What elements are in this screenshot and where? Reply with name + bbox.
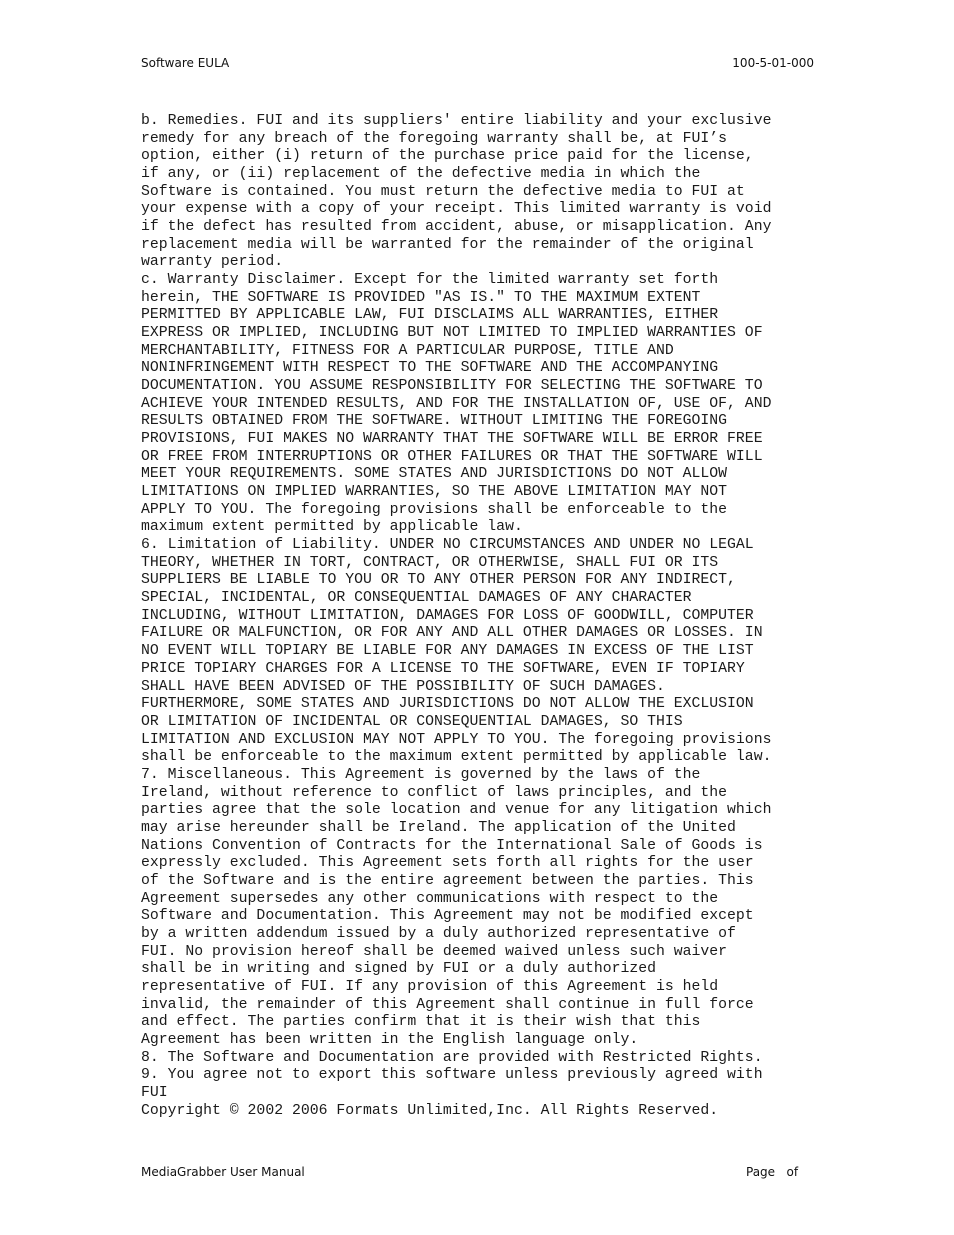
body-line: parties agree that the sole location and venue for any litigation which: [141, 802, 772, 819]
body-line: replacement media will be warranted for the remainder of the original: [141, 236, 754, 253]
body-line: OR FREE FROM INTERRUPTIONS OR OTHER FAILURES OR THAT THE SOFTWARE WILL: [141, 448, 763, 465]
body-line: if any, or (ii) replacement of the defective media in which the: [141, 166, 701, 183]
body-line: FUI. No provision hereof shall be deemed waived unless such waiver: [141, 943, 728, 960]
body-line: RESULTS OBTAINED FROM THE SOFTWARE. WITHOUT LIMITING THE FOREGOING: [141, 413, 728, 430]
body-line: FUI: [141, 1084, 168, 1101]
body-line: ACHIEVE YOUR INTENDED RESULTS, AND FOR THE INSTALLATION OF, USE OF, AND: [141, 395, 772, 412]
body-line: may arise hereunder shall be Ireland. The application of the United: [141, 819, 736, 836]
body-line: NO EVENT WILL TOPIARY BE LIABLE FOR ANY DAMAGES IN EXCESS OF THE LIST: [141, 643, 754, 660]
body-line: FURTHERMORE, SOME STATES AND JURISDICTIONS DO NOT ALLOW THE EXCLUSION: [141, 696, 754, 713]
body-line: of the Software and is the entire agreement between the parties. This: [141, 872, 754, 889]
footer-manual-title: MediaGrabber User Manual: [141, 1165, 305, 1179]
body-line: FAILURE OR MALFUNCTION, OR FOR ANY AND ALL OTHER DAMAGES OR LOSSES. IN: [141, 625, 763, 642]
body-line: SPECIAL, INCIDENTAL, OR CONSEQUENTIAL DAMAGES OF ANY CHARACTER: [141, 590, 692, 607]
body-line: remedy for any breach of the foregoing warranty shall be, at FUI’s: [141, 130, 728, 147]
body-line: NONINFRINGEMENT WITH RESPECT TO THE SOFTWARE AND THE ACCOMPANYING: [141, 360, 719, 377]
body-line: LIMITATIONS ON IMPLIED WARRANTIES, SO THE ABOVE LIMITATION MAY NOT: [141, 484, 728, 501]
body-line: PROVISIONS, FUI MAKES NO WARRANTY THAT THE SOFTWARE WILL BE ERROR FREE: [141, 431, 763, 448]
body-line: SHALL HAVE BEEN ADVISED OF THE POSSIBILITY OF SUCH DAMAGES.: [141, 678, 665, 695]
body-line: option, either (i) return of the purchase price paid for the license,: [141, 148, 754, 165]
body-line: 7. Miscellaneous. This Agreement is governed by the laws of the: [141, 766, 701, 783]
body-line: b. Remedies. FUI and its suppliers' entire liability and your exclusive: [141, 113, 772, 129]
body-line: Agreement supersedes any other communications with respect to the: [141, 890, 719, 907]
body-line: 9. You agree not to export this software unless previously agreed with: [141, 1067, 763, 1084]
body-line: Nations Convention of Contracts for the International Sale of Goods is: [141, 837, 763, 854]
body-line: DOCUMENTATION. YOU ASSUME RESPONSIBILITY FOR SELECTING THE SOFTWARE TO: [141, 378, 763, 395]
eula-body-text: [141, 113, 821, 1120]
body-line: INCLUDING, WITHOUT LIMITATION, DAMAGES FOR LOSS OF GOODWILL, COMPUTER: [141, 607, 754, 624]
body-line: 8. The Software and Documentation are provided with Restricted Rights.: [141, 1049, 763, 1066]
body-line: if the defect has resulted from accident, abuse, or misapplication. Any: [141, 219, 772, 236]
body-line: invalid, the remainder of this Agreement shall continue in full force: [141, 996, 754, 1013]
header-document-number: 100-5-01-000: [732, 56, 814, 70]
body-line: PERMITTED BY APPLICABLE LAW, FUI DISCLAIMS ALL WARRANTIES, EITHER: [141, 307, 719, 324]
body-line: Copyright © 2002 2006 Formats Unlimited,Inc. All Rights Reserved.: [141, 1102, 719, 1119]
body-line: your expense with a copy of your receipt. This limited warranty is void: [141, 201, 772, 218]
body-line: PRICE TOPIARY CHARGES FOR A LICENSE TO THE SOFTWARE, EVEN IF TOPIARY: [141, 660, 745, 677]
body-line: 6. Limitation of Liability. UNDER NO CIRCUMSTANCES AND UNDER NO LEGAL: [141, 537, 754, 554]
body-line: MEET YOUR REQUIREMENTS. SOME STATES AND JURISDICTIONS DO NOT ALLOW: [141, 466, 728, 483]
body-line: EXPRESS OR IMPLIED, INCLUDING BUT NOT LIMITED TO IMPLIED WARRANTIES OF: [141, 325, 763, 342]
body-line: Agreement has been written in the English language only.: [141, 1031, 639, 1048]
body-line: representative of FUI. If any provision of this Agreement is held: [141, 978, 719, 995]
body-line: LIMITATION AND EXCLUSION MAY NOT APPLY TO YOU. The foregoing provisions: [141, 731, 772, 748]
body-line: expressly excluded. This Agreement sets forth all rights for the user: [141, 855, 754, 872]
body-line: shall be in writing and signed by FUI or a duly authorized: [141, 961, 657, 978]
body-line: shall be enforceable to the maximum extent permitted by applicable law.: [141, 749, 772, 766]
header-document-title: Software EULA: [141, 56, 230, 70]
body-line: MERCHANTABILITY, FITNESS FOR A PARTICULAR PURPOSE, TITLE AND: [141, 342, 674, 359]
body-line: c. Warranty Disclaimer. Except for the limited warranty set forth: [141, 272, 719, 289]
body-line: OR LIMITATION OF INCIDENTAL OR CONSEQUENTIAL DAMAGES, SO THIS: [141, 713, 683, 730]
body-line: SUPPLIERS BE LIABLE TO YOU OR TO ANY OTHER PERSON FOR ANY INDIRECT,: [141, 572, 736, 589]
body-line: and effect. The parties confirm that it is their wish that this: [141, 1014, 701, 1031]
body-line: Software is contained. You must return the defective media to FUI at: [141, 183, 745, 200]
body-line: APPLY TO YOU. The foregoing provisions shall be enforceable to the: [141, 501, 728, 518]
footer-page-number: Page of: [746, 1165, 799, 1179]
body-line: warranty period.: [141, 254, 284, 271]
body-line: herein, THE SOFTWARE IS PROVIDED "AS IS." TO THE MAXIMUM EXTENT: [141, 289, 701, 306]
body-line: Software and Documentation. This Agreement may not be modified except: [141, 908, 754, 925]
body-line: maximum extent permitted by applicable law.: [141, 519, 523, 536]
body-line: by a written addendum issued by a duly authorized representative of: [141, 925, 736, 942]
body-line: THEORY, WHETHER IN TORT, CONTRACT, OR OTHERWISE, SHALL FUI OR ITS: [141, 554, 719, 571]
body-line: Ireland, without reference to conflict of laws principles, and the: [141, 784, 728, 801]
